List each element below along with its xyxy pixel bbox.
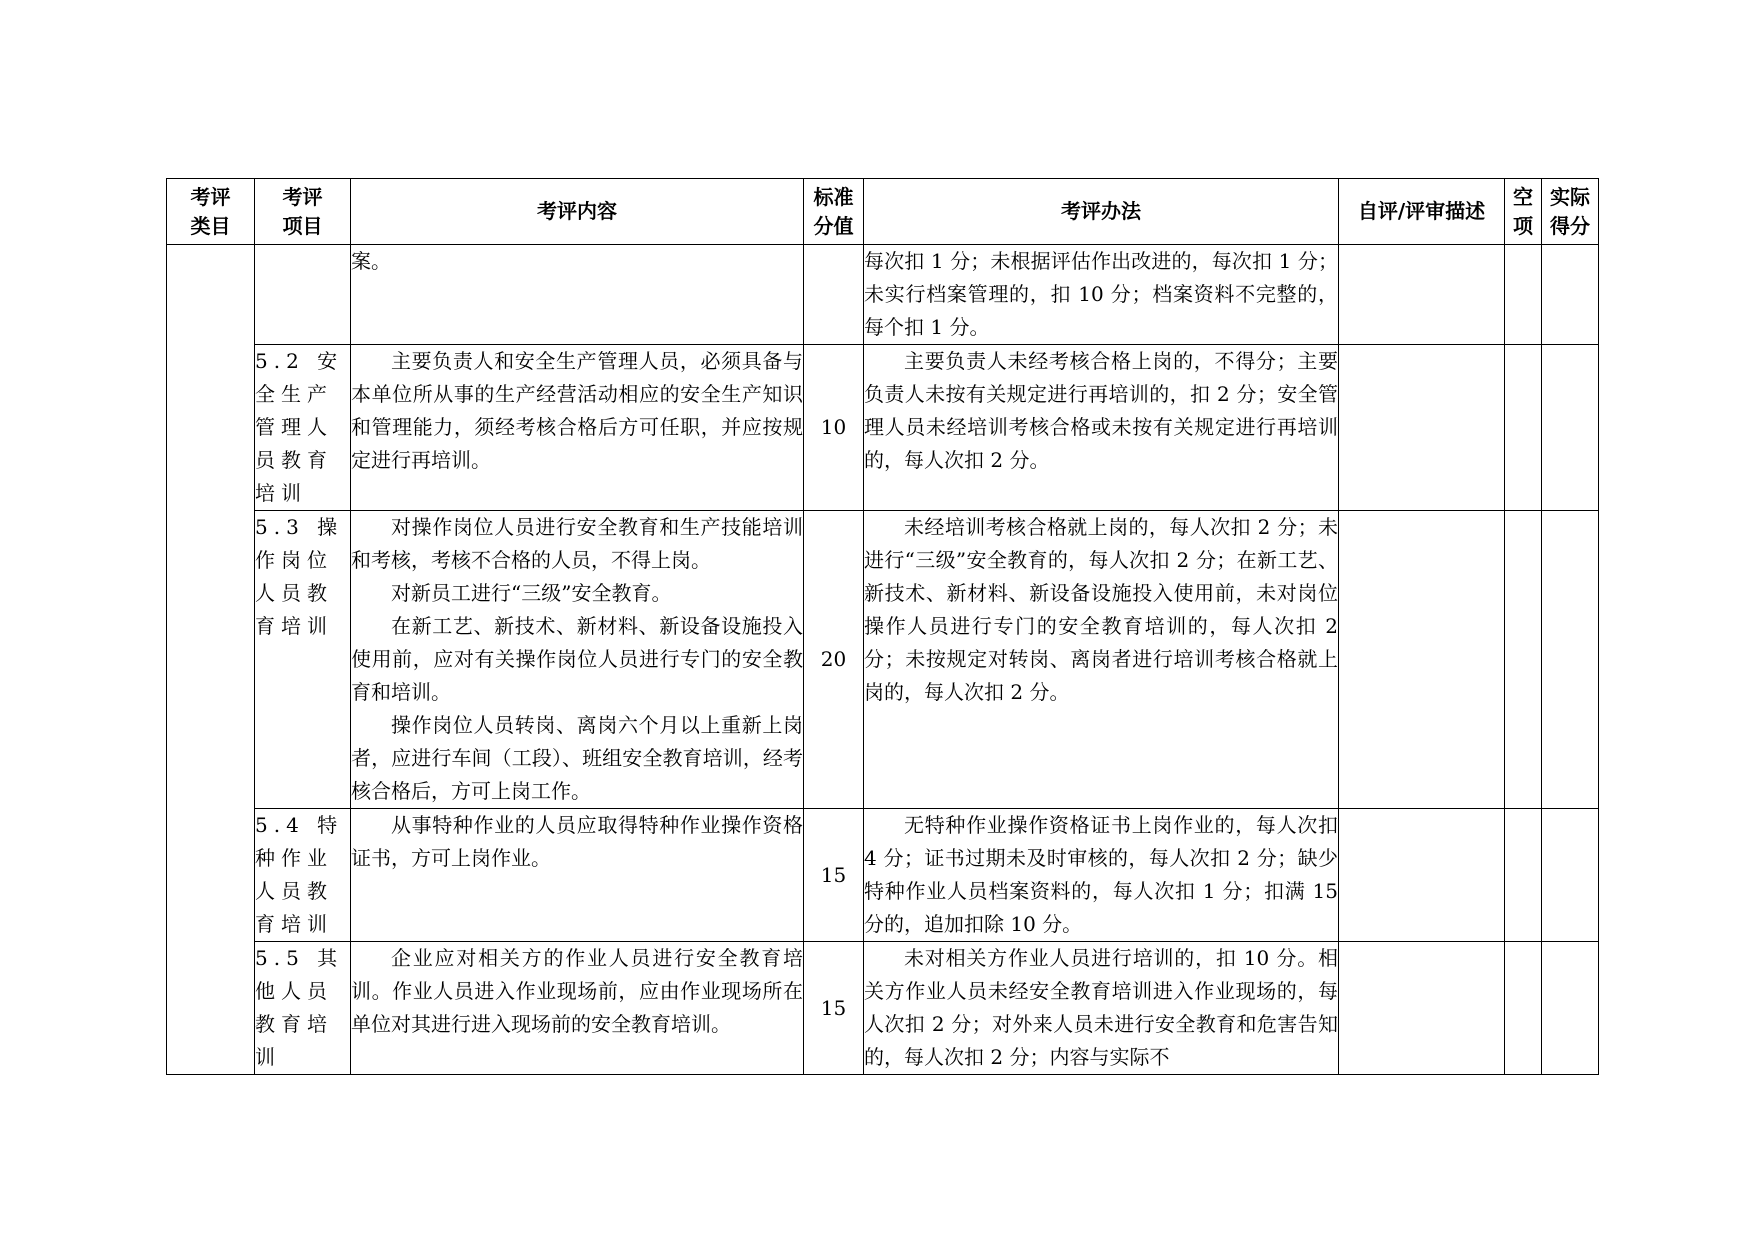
table-body <box>167 245 1599 1075</box>
header-actual: 实际 得分 <box>1542 179 1599 245</box>
header-content: 考评内容 <box>351 179 804 245</box>
item-cell <box>255 511 351 809</box>
empty-cell[interactable] <box>1505 245 1542 345</box>
empty-cell[interactable] <box>1505 511 1542 809</box>
content-cell-paragraph: 案。 <box>351 249 391 273</box>
content-cell-paragraph: 在新工艺、新技术、新材料、新设备设施投入使用前，应对有关操作岗位人员进行专门的安全教育和培训。 <box>351 614 803 704</box>
content-cell-paragraph: 企业应对相关方的作业人员进行安全教育培训。作业人员进入作业现场前，应由作业现场所在单位对其进行进入现场前的安全教育培训。 <box>351 946 803 1036</box>
score-cell: 10 <box>804 345 864 511</box>
content-cell-paragraph: 从事特种作业的人员应取得特种作业操作资格证书，方可上岗作业。 <box>351 813 803 870</box>
header-score: 标准 分值 <box>804 179 864 245</box>
score-cell: 20 <box>804 511 864 809</box>
empty-cell[interactable] <box>1505 942 1542 1075</box>
actual-score-cell[interactable] <box>1542 942 1599 1075</box>
table-row <box>167 511 1599 809</box>
empty-cell[interactable] <box>1505 345 1542 511</box>
method-cell-paragraph: 未对相关方作业人员进行培训的，扣 10 分。相关方作业人员未经安全教育培训进入作业现场的，每人次扣 2 分；对外来人员未进行安全教育和危害告知的，每人次扣 2 分；内容与实际不 <box>864 946 1338 1069</box>
item-cell <box>255 345 351 511</box>
score-cell <box>804 245 864 345</box>
table-row <box>167 345 1599 511</box>
item-label-line: 教育培 <box>255 1012 333 1036</box>
item-label-line: 5.3 操 <box>255 515 344 539</box>
actual-score-cell[interactable] <box>1542 809 1599 942</box>
review-cell[interactable] <box>1339 345 1505 511</box>
review-cell[interactable] <box>1339 511 1505 809</box>
score-cell: 15 <box>804 942 864 1075</box>
table-row <box>167 942 1599 1075</box>
method-cell <box>864 942 1339 1075</box>
method-cell-paragraph: 无特种作业操作资格证书上岗作业的，每人次扣 4 分；证书过期未及时审核的，每人次扣 2 分；缺少特种作业人员档案资料的，每人次扣 1 分；扣满 15 分的，追加扣除 10 分。 <box>864 813 1338 936</box>
review-cell[interactable] <box>1339 809 1505 942</box>
item-cell <box>255 809 351 942</box>
header-empty: 空 项 <box>1505 179 1542 245</box>
item-label-line: 培训 <box>255 481 307 505</box>
content-cell <box>351 942 804 1075</box>
item-label-line: 5.5 其 <box>255 946 344 970</box>
method-cell-paragraph: 每次扣 1 分；未根据评估作出改进的，每次扣 1 分；未实行档案管理的，扣 10 分；档案资料不完整的，每个扣 1 分。 <box>864 249 1338 339</box>
category-cell <box>167 245 255 1075</box>
review-cell[interactable] <box>1339 245 1505 345</box>
header-review: 自评/评审描述 <box>1339 179 1505 245</box>
item-label-line: 育培训 <box>255 614 333 638</box>
actual-score-cell[interactable] <box>1542 511 1599 809</box>
item-label-line: 作岗位 <box>255 548 333 572</box>
method-cell <box>864 511 1339 809</box>
header-item: 考评 项目 <box>255 179 351 245</box>
item-label-line: 他人员 <box>255 979 333 1003</box>
method-cell <box>864 245 1339 345</box>
item-label-line: 训 <box>255 1045 281 1069</box>
table-row <box>167 245 1599 345</box>
item-label-line: 管理人 <box>255 415 333 439</box>
item-label-line: 5.2 安 <box>255 349 344 373</box>
item-label-line: 全生产 <box>255 382 333 406</box>
review-cell[interactable] <box>1339 942 1505 1075</box>
method-cell-paragraph: 主要负责人未经考核合格上岗的，不得分；主要负责人未按有关规定进行再培训的，扣 2 分；安全管理人员未经培训考核合格或未按有关规定进行再培训的，每人次扣 2 分。 <box>864 349 1338 472</box>
content-cell-paragraph: 对新员工进行“三级”安全教育。 <box>391 581 672 605</box>
evaluation-table <box>166 178 1599 1075</box>
empty-cell[interactable] <box>1505 809 1542 942</box>
item-label-line: 育培训 <box>255 912 333 936</box>
item-label-line: 人员教 <box>255 581 333 605</box>
content-cell <box>351 809 804 942</box>
method-cell-paragraph: 未经培训考核合格就上岗的，每人次扣 2 分；未进行“三级”安全教育的，每人次扣 2 分；在新工艺、新技术、新材料、新设备设施投入使用前，未对岗位操作人员进行专门的安全教育培训的，每人次扣 2 分；未按规定对转岗、离岗者进行培训考核合格就上岗的，每人次扣 2 分。 <box>864 515 1338 704</box>
method-cell <box>864 345 1339 511</box>
content-cell-paragraph: 主要负责人和安全生产管理人员，必须具备与本单位所从事的生产经营活动相应的安全生产知识和管理能力，须经考核合格后方可任职，并应按规定进行再培训。 <box>351 349 803 472</box>
actual-score-cell[interactable] <box>1542 345 1599 511</box>
item-cell <box>255 942 351 1075</box>
table-row <box>167 809 1599 942</box>
item-label-line: 种作业 <box>255 846 333 870</box>
item-label-line: 5.4 特 <box>255 813 344 837</box>
header-method: 考评办法 <box>864 179 1339 245</box>
method-cell <box>864 809 1339 942</box>
content-cell-paragraph: 操作岗位人员转岗、离岗六个月以上重新上岗者，应进行车间（工段）、班组安全教育培训，经考核合格后，方可上岗工作。 <box>351 713 803 803</box>
item-label-line: 员教育 <box>255 448 333 472</box>
header-row <box>167 179 1599 245</box>
content-cell <box>351 245 804 345</box>
actual-score-cell[interactable] <box>1542 245 1599 345</box>
header-category: 考评 类目 <box>167 179 255 245</box>
score-cell: 15 <box>804 809 864 942</box>
content-cell <box>351 511 804 809</box>
content-cell <box>351 345 804 511</box>
content-cell-paragraph: 对操作岗位人员进行安全教育和生产技能培训和考核，考核不合格的人员，不得上岗。 <box>351 515 803 572</box>
item-cell <box>255 245 351 345</box>
item-label-line: 人员教 <box>255 879 333 903</box>
